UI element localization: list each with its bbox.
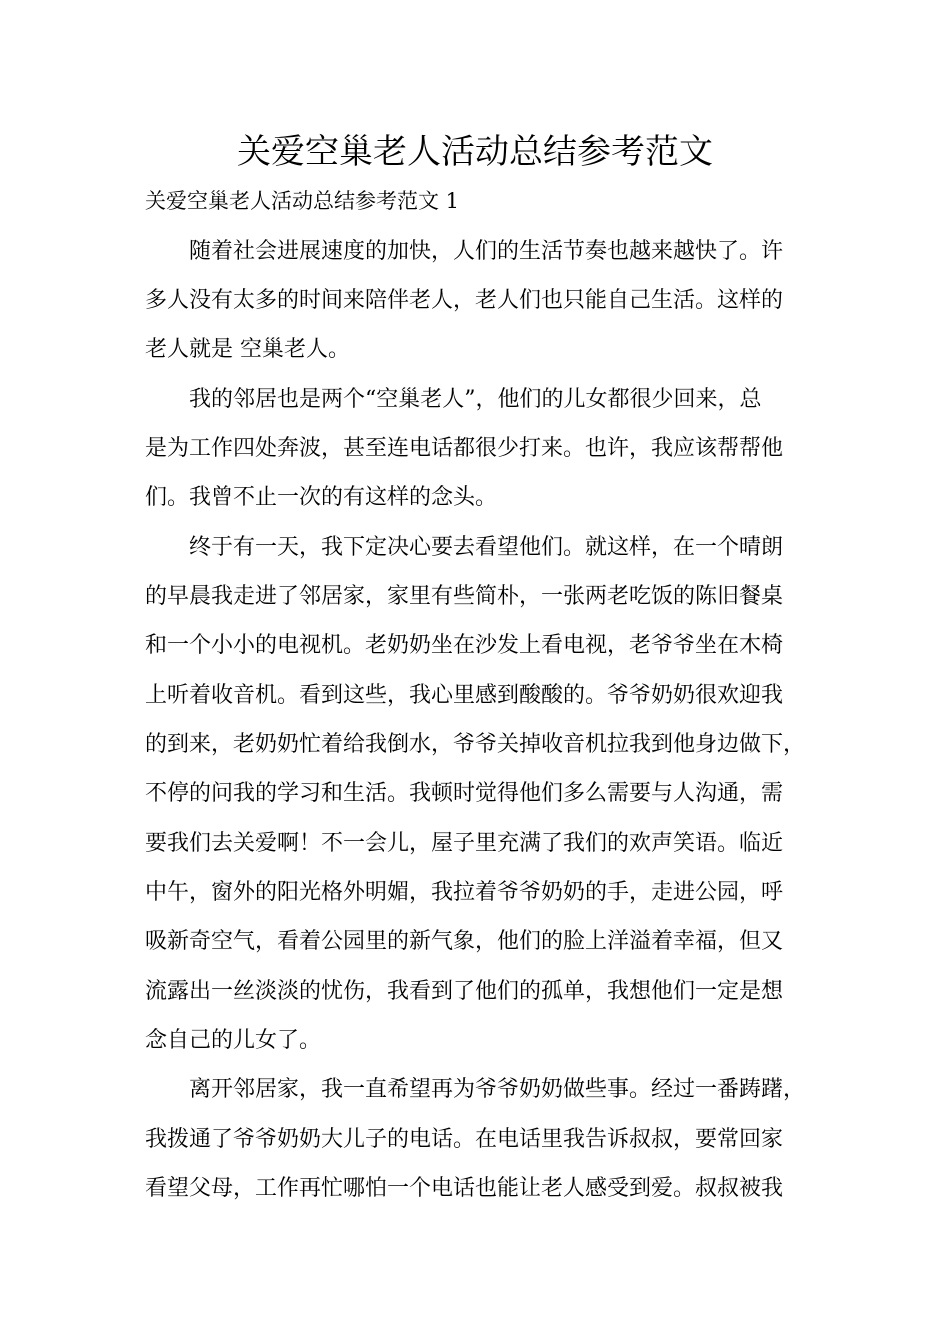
- paragraph-line: 的到来，老奶奶忙着给我倒水，爷爷关掉收音机拉我到他身边做下，: [145, 732, 806, 757]
- paragraph-line: 离开邻居家，我一直希望再为爷爷奶奶做些事。经过一番踌躇，: [189, 1077, 806, 1102]
- paragraph-line: 看望父母，工作再忙哪怕一个电话也能让老人感受到爱。叔叔被我: [145, 1176, 784, 1201]
- paragraph-line: 们。我曾不止一次的有这样的念头。: [145, 485, 498, 510]
- paragraph-line: 吸新奇空气，看着公园里的新气象，他们的脸上洋溢着幸福，但又: [145, 929, 784, 954]
- paragraph-line: 我拨通了爷爷奶奶大儿子的电话。在电话里我告诉叔叔，要常回家: [145, 1127, 784, 1152]
- paragraph-line: 不停的问我的学习和生活。我顿时觉得他们多么需要与人沟通，需: [145, 781, 784, 806]
- paragraph-line: 和一个小小的电视机。老奶奶坐在沙发上看电视，老爷爷坐在木椅: [145, 633, 784, 658]
- paragraph-line: 终于有一天，我下定决心要去看望他们。就这样，在一个晴朗: [189, 535, 784, 560]
- paragraph-line: 的早晨我走进了邻居家，家里有些简朴，一张两老吃饭的陈旧餐桌: [145, 584, 784, 609]
- paragraph-line: 随着社会进展速度的加快，人们的生活节奏也越来越快了。许: [189, 239, 784, 264]
- paragraph-line: 念自己的儿女了。: [145, 1028, 322, 1053]
- paragraph-line: 我的邻居也是两个“空巢老人”，他们的儿女都很少回来，总: [189, 387, 762, 412]
- paragraph-line: 上听着收音机。看到这些，我心里感到酸酸的。爷爷奶奶很欢迎我: [145, 683, 784, 708]
- document-title: 关爱空巢老人活动总结参考范文: [237, 132, 713, 172]
- paragraph-line: 要我们去关爱啊！不一会儿，屋子里充满了我们的欢声笑语。临近: [145, 831, 784, 856]
- paragraph-line: 是为工作四处奔波，甚至连电话都很少打来。也许，我应该帮帮他: [145, 436, 784, 461]
- paragraph-line: 老人就是 空巢老人。: [145, 337, 350, 362]
- paragraph-line: 多人没有太多的时间来陪伴老人，老人们也只能自己生活。这样的: [145, 288, 784, 313]
- paragraph-line: 流露出一丝淡淡的忧伤，我看到了他们的孤单，我想他们一定是想: [145, 979, 784, 1004]
- paragraph-line: 中午，窗外的阳光格外明媚，我拉着爷爷奶奶的手，走进公园，呼: [145, 880, 784, 905]
- document-subtitle: 关爱空巢老人活动总结参考范文 1: [145, 189, 460, 213]
